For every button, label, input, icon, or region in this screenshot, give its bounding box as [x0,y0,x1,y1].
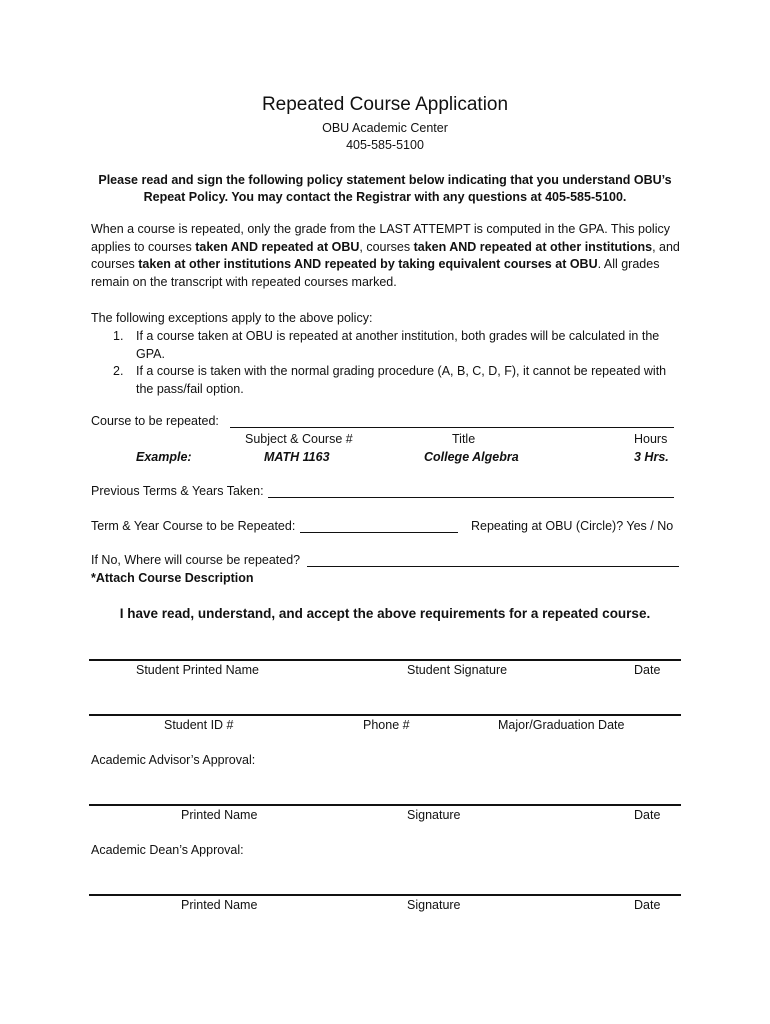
repeating-at-obu-choice[interactable]: Repeating at OBU (Circle)? Yes / No [471,519,674,533]
example-label: Example: [136,450,192,464]
advisor-signature-label: Signature [407,808,461,822]
attach-description-note: *Attach Course Description [91,571,254,585]
policy-bold-1: taken AND repeated at OBU [195,239,360,254]
example-subject: MATH 1163 [264,450,330,464]
previous-terms-label: Previous Terms & Years Taken: [91,484,264,498]
major-graduation-label: Major/Graduation Date [498,718,625,732]
dean-approval-label: Academic Dean’s Approval: [91,843,244,857]
example-hours: 3 Hrs. [634,450,669,464]
advisor-printed-name-label: Printed Name [181,808,258,822]
acceptance-statement: I have read, understand, and accept the above requirements for a repeated course. [119,606,651,621]
office-name: OBU Academic Center [322,121,448,135]
policy-paragraph [91,221,681,291]
term-repeat-field[interactable] [300,532,458,533]
exception-text: If a course is taken with the normal grading procedure (A, B, C, D, F), it cannot be repeated with the pass/fail option. [136,364,667,396]
dean-date-label: Date [634,898,661,912]
office-phone: 405-585-5100 [346,138,424,152]
student-signature-label: Student Signature [407,663,508,677]
exception-item [91,328,681,363]
example-title: College Algebra [424,450,519,464]
exception-number: 2. [113,364,124,378]
course-field[interactable] [230,427,674,428]
where-repeated-label: If No, Where will course be repeated? [91,553,301,567]
course-label: Course to be repeated: [91,414,219,428]
exceptions-list [91,328,681,398]
student-id-line[interactable] [89,714,681,716]
instructions-line-2: Repeat Policy. You may contact the Registrar with any questions at 405-585-5100. [143,190,627,204]
policy-text-3: , and courses [91,239,680,271]
instructions-line-1: Please read and sign the following policy statement below indicating that you understand OBU’s [98,173,672,187]
subject-column-header: Subject & Course # [245,432,353,446]
advisor-approval-label: Academic Advisor’s Approval: [91,753,256,767]
policy-bold-3: taken at other institutions AND repeated by taking equivalent courses at OBU [138,257,598,271]
policy-text-1: When a course is repeated, only the grade from the LAST ATTEMPT is computed in the GPA. This policy applies to courses [91,222,670,254]
student-printed-name-label: Student Printed Name [136,663,259,677]
exception-number: 1. [113,329,124,343]
policy-text-4: . All grades remain on the transcript with repeated courses marked. [91,257,660,289]
exceptions-intro: The following exceptions apply to the above policy: [91,311,373,325]
dean-printed-name-label: Printed Name [181,898,258,912]
phone-label: Phone # [363,718,410,732]
student-signature-line[interactable] [89,659,681,661]
student-date-label: Date [634,663,661,677]
term-repeat-label: Term & Year Course to be Repeated: [91,519,296,533]
instructions [0,172,770,206]
policy-bold-2: taken AND repeated at other institutions [413,239,653,254]
student-id-label: Student ID # [164,718,234,732]
dean-signature-label: Signature [407,898,461,912]
where-repeated-field[interactable] [307,566,679,567]
exception-text: If a course taken at OBU is repeated at another institution, both grades will be calculated in the GPA. [136,329,660,361]
exception-item [91,363,681,398]
title-column-header: Title [452,432,476,446]
previous-terms-field[interactable] [268,497,674,498]
advisor-date-label: Date [634,808,661,822]
page-title: Repeated Course Application [261,94,509,115]
dean-signature-line[interactable] [89,894,681,896]
policy-text-2: , courses [359,239,414,254]
hours-column-header: Hours [634,432,668,446]
advisor-signature-line[interactable] [89,804,681,806]
